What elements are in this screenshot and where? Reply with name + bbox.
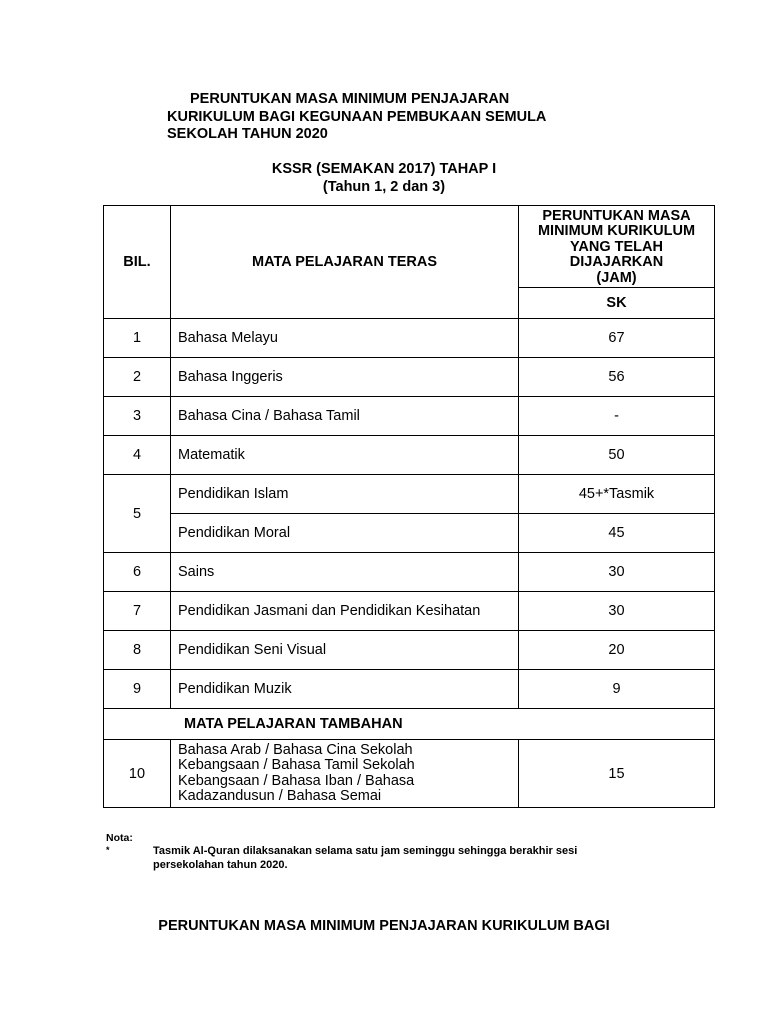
- row-subject: Bahasa Melayu: [171, 319, 519, 358]
- row-subject: Pendidikan Seni Visual: [171, 631, 519, 670]
- table-row: [104, 397, 715, 436]
- row-bil: 6: [104, 553, 171, 592]
- allocation-table: [103, 205, 715, 808]
- note-text: [153, 844, 577, 872]
- table-row: [104, 475, 715, 514]
- row-subject-line: Kebangsaan / Bahasa Tamil Sekolah: [178, 757, 415, 773]
- document-subtitle: [0, 160, 768, 196]
- table-row: [104, 631, 715, 670]
- row-subject-line: Kadazandusun / Bahasa Semai: [178, 788, 382, 804]
- note-marker: *: [106, 845, 110, 855]
- header-subject: MATA PELAJARAN TERAS: [171, 206, 519, 319]
- header-allocation-line: YANG TELAH: [570, 238, 663, 255]
- row-subject: Pendidikan Jasmani dan Pendidikan Kesihatan: [171, 592, 519, 631]
- note-text-line: persekolahan tahun 2020.: [153, 859, 288, 871]
- row-subject: Pendidikan Muzik: [171, 670, 519, 709]
- row-value: 9: [519, 670, 715, 709]
- row-value: 67: [519, 319, 715, 358]
- header-allocation: [519, 206, 715, 288]
- section-label: MATA PELAJARAN TAMBAHAN: [104, 709, 715, 740]
- row-bil: 7: [104, 592, 171, 631]
- table-row: [104, 670, 715, 709]
- table-row: [104, 319, 715, 358]
- row-value: 20: [519, 631, 715, 670]
- row-bil: 5: [104, 475, 171, 553]
- row-value: -: [519, 397, 715, 436]
- header-allocation-line: PERUNTUKAN MASA: [542, 207, 691, 224]
- subtitle-line-2: (Tahun 1, 2 dan 3): [322, 179, 446, 195]
- row-bil: 2: [104, 358, 171, 397]
- document-title: [167, 91, 546, 144]
- row-subject: Matematik: [171, 436, 519, 475]
- row-value: 45: [519, 514, 715, 553]
- row-subject: Sains: [171, 553, 519, 592]
- row-subject: Pendidikan Moral: [171, 514, 519, 553]
- row-value: 15: [519, 740, 715, 808]
- row-bil: 4: [104, 436, 171, 475]
- row-subject: [171, 740, 519, 808]
- table-row: [104, 358, 715, 397]
- title-line-3: SEKOLAH TAHUN 2020: [167, 126, 328, 142]
- row-subject-line: Bahasa Arab / Bahasa Cina Sekolah: [178, 741, 413, 758]
- title-line-2: KURIKULUM BAGI KEGUNAAN PEMBUKAAN SEMULA: [167, 108, 547, 125]
- row-subject: Bahasa Cina / Bahasa Tamil: [171, 397, 519, 436]
- header-allocation-line: DIJAJARKAN: [569, 254, 664, 271]
- header-sk: SK: [519, 288, 715, 319]
- row-bil: 9: [104, 670, 171, 709]
- table-row: [104, 592, 715, 631]
- subtitle-line-1: KSSR (SEMAKAN 2017) TAHAP I: [271, 161, 497, 177]
- row-value: 50: [519, 436, 715, 475]
- row-bil: 8: [104, 631, 171, 670]
- table-row: [104, 553, 715, 592]
- table-row: [104, 514, 715, 553]
- row-value: 30: [519, 592, 715, 631]
- header-bil: BIL.: [104, 206, 171, 319]
- header-allocation-line: (JAM): [596, 269, 637, 286]
- row-value: 30: [519, 553, 715, 592]
- title-line-1: PERUNTUKAN MASA MINIMUM PENJAJARAN: [190, 91, 510, 107]
- row-value: 45+*Tasmik: [519, 475, 715, 514]
- footer-title: PERUNTUKAN MASA MINIMUM PENJAJARAN KURIKULUM BAGI: [158, 918, 610, 934]
- row-subject: Pendidikan Islam: [171, 475, 519, 514]
- row-bil: 3: [104, 397, 171, 436]
- row-subject-line: Kebangsaan / Bahasa Iban / Bahasa: [178, 772, 415, 789]
- table-row: [104, 436, 715, 475]
- table-row: [104, 740, 715, 808]
- row-bil: 10: [104, 740, 171, 808]
- note-label: Nota:: [106, 832, 133, 844]
- row-bil: 1: [104, 319, 171, 358]
- row-subject: Bahasa Inggeris: [171, 358, 519, 397]
- header-allocation-line: MINIMUM KURIKULUM: [537, 223, 696, 240]
- row-value: 56: [519, 358, 715, 397]
- note-text-line: Tasmik Al-Quran dilaksanakan selama satu jam seminggu sehingga berakhir sesi: [153, 845, 578, 857]
- section-row: [104, 709, 715, 740]
